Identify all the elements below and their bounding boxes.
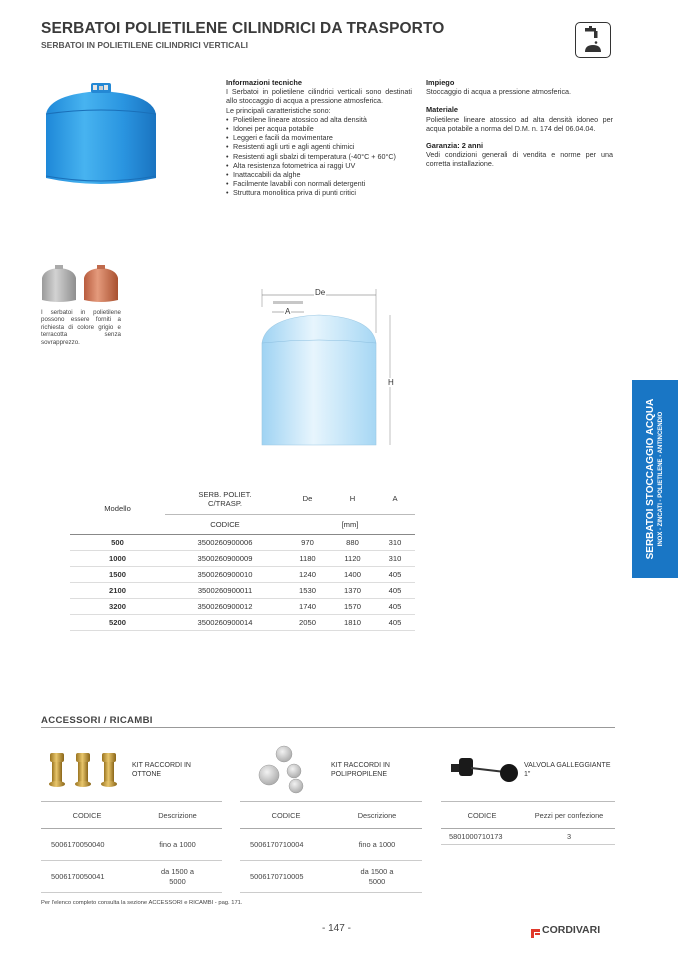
de-cell: 1740 (299, 601, 316, 611)
col-header-description: Descrizione (133, 802, 222, 829)
features-list (226, 115, 412, 198)
table-row (70, 582, 415, 598)
code-cell: 3500260900010 (197, 569, 253, 579)
side-tab-title: SERBATOI STOCCAGGIO ACQUA (645, 398, 656, 560)
spec-table (70, 484, 415, 631)
code-cell: 3500260900009 (197, 553, 253, 563)
col-header-model: Modello (104, 504, 131, 514)
a-cell: 310 (388, 553, 402, 563)
feature-item: • Inattaccabili da alghe (226, 170, 412, 179)
brass-fittings-image (44, 749, 126, 789)
brand-logo-icon (531, 925, 540, 934)
accessory-label-pp: KIT RACCORDI IN POLIPROPILENE (331, 762, 390, 778)
a-cell: 405 (388, 617, 402, 627)
table-row (240, 829, 422, 861)
code-cell: 3500260900011 (197, 585, 253, 595)
col-header-a: A (392, 494, 398, 504)
polypropylene-fittings-image (256, 745, 312, 795)
pieces-cell: 3 (523, 829, 615, 845)
model-cell: 1000 (109, 553, 126, 563)
side-tab-subtitle: INOX - ZINCATI - POLIETILENE - ANTINCENDIO (658, 411, 664, 547)
a-cell: 405 (388, 601, 402, 611)
tech-info-text: I Serbatoi in polietilene cilindrici verticali sono destinati allo stoccaggio di acqua a pressione atmosferica. (226, 87, 412, 106)
feature-item: • Idonei per acqua potabile (226, 124, 412, 133)
model-cell: 2100 (109, 585, 126, 595)
h-cell: 1370 (344, 585, 361, 595)
table-row (70, 566, 415, 582)
diagram-label-de: De (315, 288, 326, 297)
feature-item: • Struttura monolitica priva di punti critici (226, 188, 412, 197)
h-cell: 1570 (344, 601, 361, 611)
a-cell: 310 (388, 537, 402, 547)
code-cell: 5801000710173 (441, 829, 523, 845)
feature-item: • Alta resistenza fotometrica ai raggi UV (226, 161, 412, 170)
col-header-h: H (349, 494, 356, 504)
accessory-table-pp (240, 801, 422, 893)
description-cell: fino a 1000 (133, 829, 222, 861)
material-heading: Materiale (426, 105, 459, 115)
material-text: Polietilene lineare atossico ad alta densità idoneo per acqua potabile a norma del D.M. n. 174 del 06.04.04. (426, 114, 613, 133)
features-intro: Le principali caratteristiche sono: (226, 105, 331, 115)
color-availability-note: I serbatoi in polietilene possono essere forniti a richiesta di colore grigio e terracotta senza sovrapprezzo. (41, 309, 121, 346)
accessory-table-valve (441, 801, 615, 845)
accessories-divider (41, 727, 615, 728)
h-cell: 1400 (344, 569, 361, 579)
feature-item: • Resistenti agli urti e agli agenti chimici (226, 142, 412, 151)
col-subheader-unit: [mm] (341, 519, 359, 529)
use-heading: Impiego (426, 78, 455, 87)
description-cell: fino a 1000 (332, 829, 422, 861)
description-cell: da 1500 a 5000 (133, 861, 222, 893)
a-cell: 405 (388, 569, 402, 579)
code-cell: 5006170710004 (240, 829, 332, 861)
de-cell: 1180 (299, 553, 316, 563)
dimension-diagram (248, 283, 408, 448)
code-cell: 3500260900012 (197, 601, 253, 611)
diagram-label-a: A (285, 307, 291, 316)
model-cell: 500 (111, 537, 124, 547)
accessory-label-valve: VALVOLA GALLEGGIANTE 1" (524, 762, 611, 778)
page-number: - 147 - (322, 923, 351, 934)
brand-name: CORDIVARI (542, 924, 601, 936)
page-title: SERBATOI POLIETILENE CILINDRICI DA TRASPORTO (41, 20, 445, 37)
h-cell: 1810 (344, 617, 361, 627)
model-cell: 1500 (109, 569, 126, 579)
table-row (41, 861, 222, 893)
h-cell: 880 (346, 537, 359, 547)
feature-item: • Leggeri e facili da movimentare (226, 133, 412, 142)
code-cell: 5006170050040 (41, 829, 133, 861)
table-row (70, 534, 415, 550)
accessory-table-brass (41, 801, 222, 893)
col-header-serb: SERB. POLIET. C/TRASP. (198, 489, 252, 508)
description-cell: da 1500 a 5000 (332, 861, 422, 893)
accessory-label-brass: KIT RACCORDI IN OTTONE (132, 762, 191, 778)
float-valve-image (449, 752, 519, 786)
technical-info (226, 78, 412, 198)
usage-info (426, 78, 613, 169)
code-cell: 5006170710005 (240, 861, 332, 893)
col-header-code: CODICE (240, 802, 332, 829)
col-header-pieces: Pezzi per confezione (523, 802, 615, 829)
col-header-de: De (302, 494, 313, 504)
color-variants-image (40, 264, 120, 304)
model-cell: 5200 (109, 617, 126, 627)
de-cell: 1530 (299, 585, 316, 595)
de-cell: 2050 (299, 617, 316, 627)
h-cell: 1120 (344, 553, 361, 563)
tank-product-image (42, 78, 160, 190)
de-cell: 1240 (299, 569, 316, 579)
table-row (240, 861, 422, 893)
col-header-code: CODICE (441, 802, 523, 829)
table-row (441, 829, 615, 845)
model-cell: 3200 (109, 601, 126, 611)
tech-info-heading: Informazioni tecniche (226, 78, 302, 87)
accessories-heading: ACCESSORI / RICAMBI (41, 715, 153, 726)
col-subheader-code: CODICE (210, 519, 240, 529)
col-header-description: Descrizione (332, 802, 422, 829)
page-subtitle: SERBATOI IN POLIETILENE CILINDRICI VERTICALI (41, 40, 249, 50)
footnote: Per l'elenco completo consulta la sezione ACCESSORI e RICAMBI - pag. 171. (41, 900, 243, 906)
code-cell: 3500260900006 (197, 537, 253, 547)
table-row (70, 598, 415, 614)
feature-item: • Polietilene lineare atossico ad alta densità (226, 115, 412, 124)
water-tap-icon (575, 22, 611, 58)
table-row (70, 614, 415, 630)
use-text: Stoccaggio di acqua a pressione atmosferica. (426, 87, 572, 97)
diagram-label-h: H (388, 378, 394, 387)
feature-item: • Resistenti agli sbalzi di temperatura (-40°C + 60°C) (226, 152, 412, 161)
warranty-heading: Garanzia: 2 anni (426, 141, 484, 151)
table-row (41, 829, 222, 861)
feature-item: • Facilmente lavabili con normali detergenti (226, 179, 412, 188)
section-side-tab (632, 380, 678, 578)
de-cell: 970 (301, 537, 314, 547)
warranty-text: Vedi condizioni generali di vendita e norme per una corretta installazione. (426, 150, 613, 169)
code-cell: 3500260900014 (197, 617, 253, 627)
code-cell: 5006170050041 (41, 861, 133, 893)
a-cell: 405 (388, 585, 402, 595)
table-row (70, 550, 415, 566)
col-header-code: CODICE (41, 802, 133, 829)
